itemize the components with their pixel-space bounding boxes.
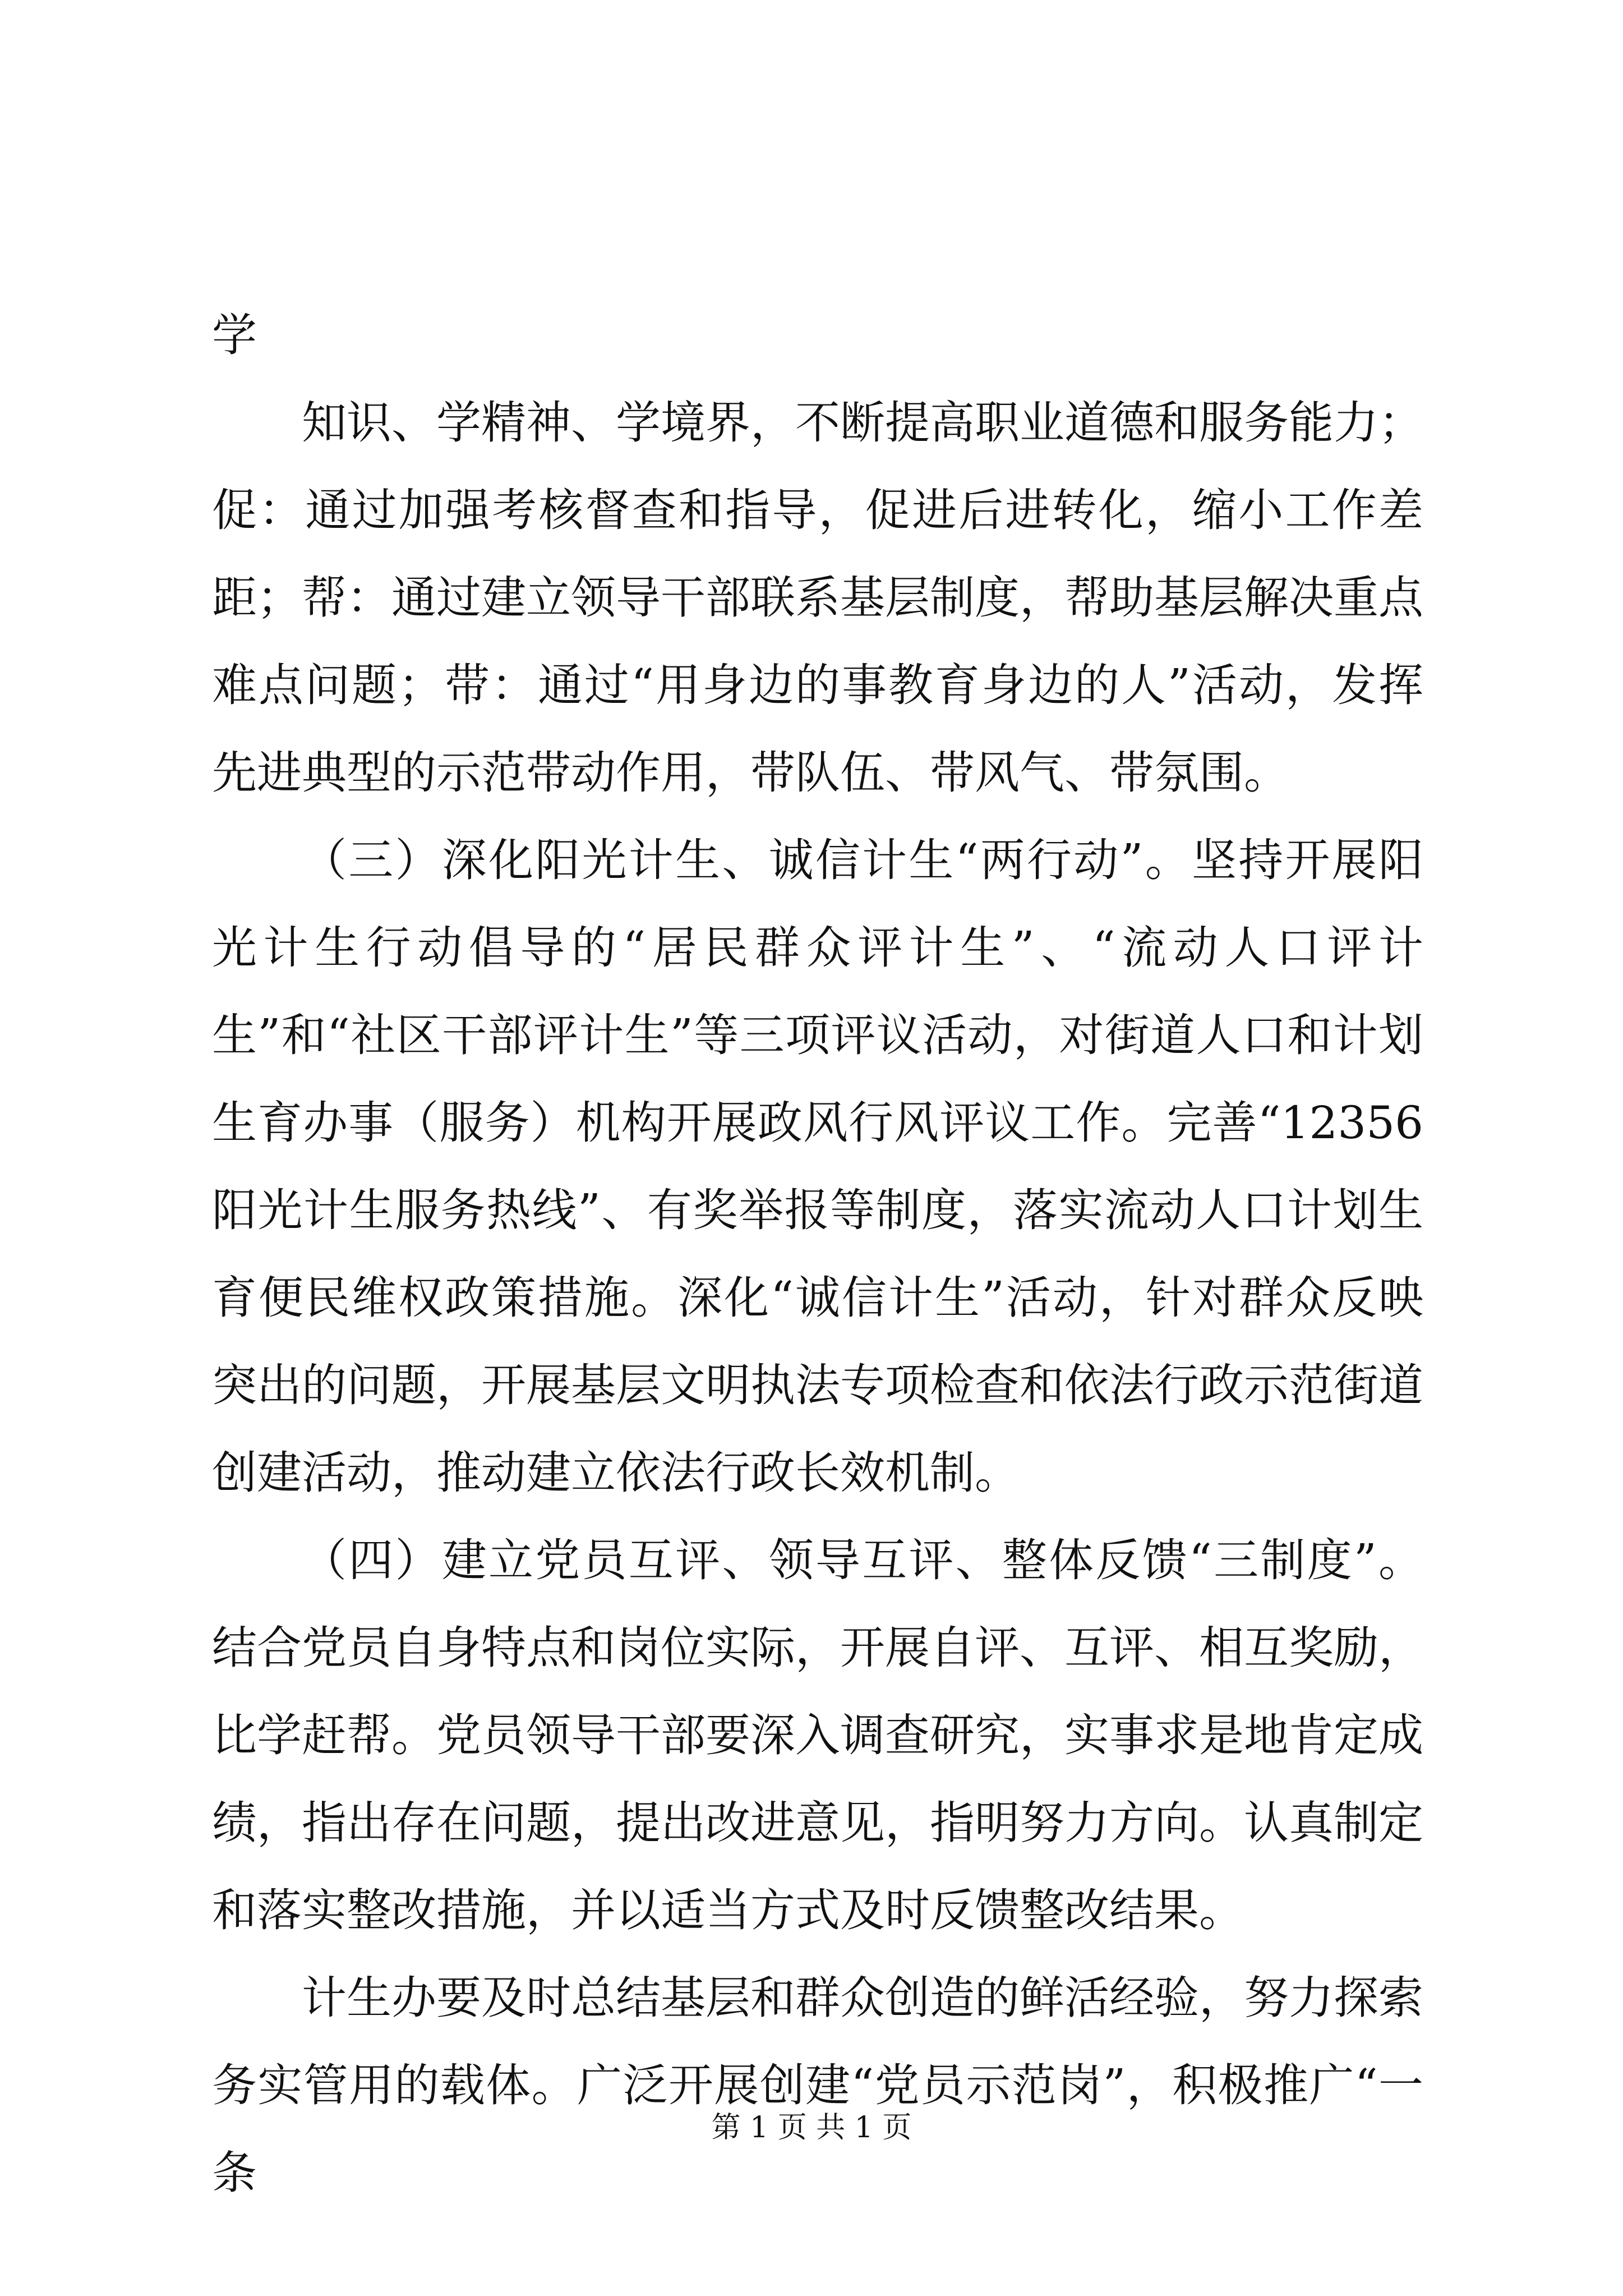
continued-line: 学 <box>212 309 257 361</box>
document-body <box>212 292 1423 2217</box>
paragraph-4: 计生办要及时总结基层和群众创造的鲜活经验，努力探索务实管用的载体。广泛开展创建“党员示范岗”，积极推广“一条 <box>212 1972 1423 2199</box>
paragraph-3: （四）建立党员互评、领导互评、整体反馈“三制度”。结合党员自身特点和岗位实际，开展自评、互评、相互奖励，比学赶帮。党员领导干部要深入调查研究，实事求是地肯定成绩，指出存在问题，提出改进意见，指明努力方向。认真制定和落实整改措施，并以适当方式及时反馈整改结果。 <box>212 1534 1423 1936</box>
page-number-label: 第 1 页 共 1 页 <box>711 2111 912 2145</box>
page-footer <box>0 2108 1623 2147</box>
paragraph-1: 知识、学精神、学境界，不断提高职业道德和服务能力；促：通过加强考核督查和指导，促进后进转化，缩小工作差距；帮：通过建立领导干部联系基层制度，帮助基层解决重点难点问题；带：通过“用身边的事教育身边的人”活动，发挥先进典型的示范带动作用，带队伍、带风气、带氛围。 <box>212 397 1423 799</box>
paragraph-2: （三）深化阳光计生、诚信计生“两行动”。坚持开展阳光计生行动倡导的“居民群众评计生”、“流动人口评计生”和“社区干部评计生”等三项评议活动，对街道人口和计划生育办事（服务）机构开展政风行风评议工作。完善“12356阳光计生服务热线”、有奖举报等制度，落实流动人口计划生育便民维权政策措施。深化“诚信计生”活动，针对群众反映突出的问题，开展基层文明执法专项检查和依法行政示范街道创建活动，推动建立依法行政长效机制。 <box>212 834 1423 1499</box>
